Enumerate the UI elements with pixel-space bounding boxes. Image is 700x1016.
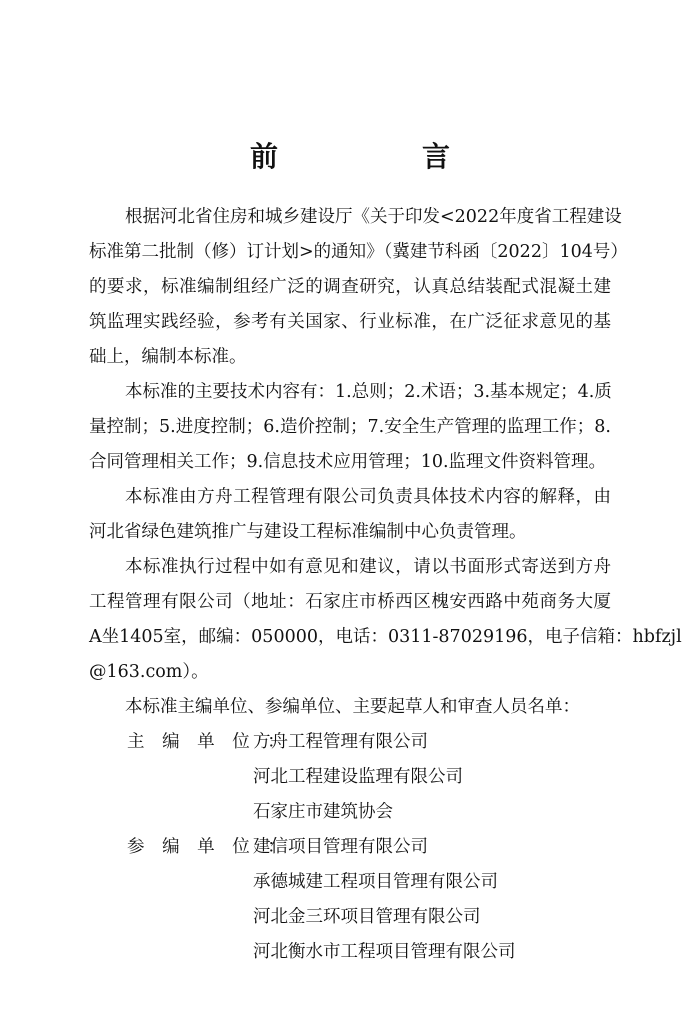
- document-body: [89, 200, 682, 970]
- text-line: 本标准主编单位、参编单位、主要起草人和审查人员名单：: [125, 697, 580, 717]
- paragraph-contact: [89, 550, 682, 690]
- text-line: 河北省绿色建筑推广与建设工程标准编制中心负责管理。: [89, 522, 527, 542]
- unit-name: 河北工程建设监理有限公司: [253, 767, 463, 787]
- unit-name: 建信项目管理有限公司: [253, 837, 428, 857]
- text-line: 根据河北省住房和城乡建设厅《关于印发<2022年度省工程建设: [125, 207, 622, 227]
- text-line: 合同管理相关工作；9.信息技术应用管理；10.监理文件资料管理。: [89, 452, 607, 472]
- unit-name: 河北金三环项目管理有限公司: [253, 907, 481, 927]
- text-line: 的要求，标准编制组经广泛的调查研究，认真总结装配式混凝土建: [89, 277, 611, 297]
- paragraph-basis: [89, 200, 628, 375]
- text-line: 标准第二批制（修）订计划>的通知》（冀建节科函〔2022〕104号）: [89, 242, 628, 262]
- page-title: 前 言: [249, 140, 508, 173]
- text-line: 本标准的主要技术内容有：1.总则；2.术语；3.基本规定；4.质: [125, 382, 612, 402]
- text-line: 工程管理有限公司（地址：石家庄市桥西区槐安西路中苑商务大厦: [89, 592, 611, 612]
- participating-units: [89, 830, 611, 970]
- paragraph-contents: [89, 375, 611, 480]
- text-line: @163.com）。: [89, 662, 209, 682]
- unit-row: [89, 760, 611, 795]
- text-line: 量控制；5.进度控制；6.造价控制；7.安全生产管理的监理工作；8.: [89, 417, 611, 437]
- paragraph-units-intro: [89, 690, 611, 725]
- unit-row: [89, 935, 611, 970]
- unit-row: [89, 830, 611, 865]
- unit-row: [89, 865, 611, 900]
- unit-name: 方舟工程管理有限公司: [253, 732, 428, 752]
- unit-name: 承德城建工程项目管理有限公司: [253, 872, 498, 892]
- participating-units-label: 参 编 单 位 ：: [127, 837, 291, 857]
- text-line: 本标准执行过程中如有意见和建议，请以书面形式寄送到方舟: [125, 557, 611, 577]
- text-line: 筑监理实践经验，参考有关国家、行业标准，在广泛征求意见的基: [89, 312, 611, 332]
- unit-row: [89, 795, 611, 830]
- text-line: 础上，编制本标准。: [89, 347, 247, 367]
- text-line: A坐1405室，邮编：050000，电话：0311-87029196，电子信箱：hbfzjl: [89, 627, 682, 647]
- unit-name: 河北衡水市工程项目管理有限公司: [253, 942, 516, 962]
- unit-row: [89, 900, 611, 935]
- chief-units: [89, 725, 611, 830]
- unit-row: [89, 725, 611, 760]
- chief-units-label: 主 编 单 位 ：: [127, 732, 291, 752]
- paragraph-responsibility: [89, 480, 611, 550]
- unit-name: 石家庄市建筑协会: [253, 802, 393, 822]
- text-line: 本标准由方舟工程管理有限公司负责具体技术内容的解释，由: [125, 487, 611, 507]
